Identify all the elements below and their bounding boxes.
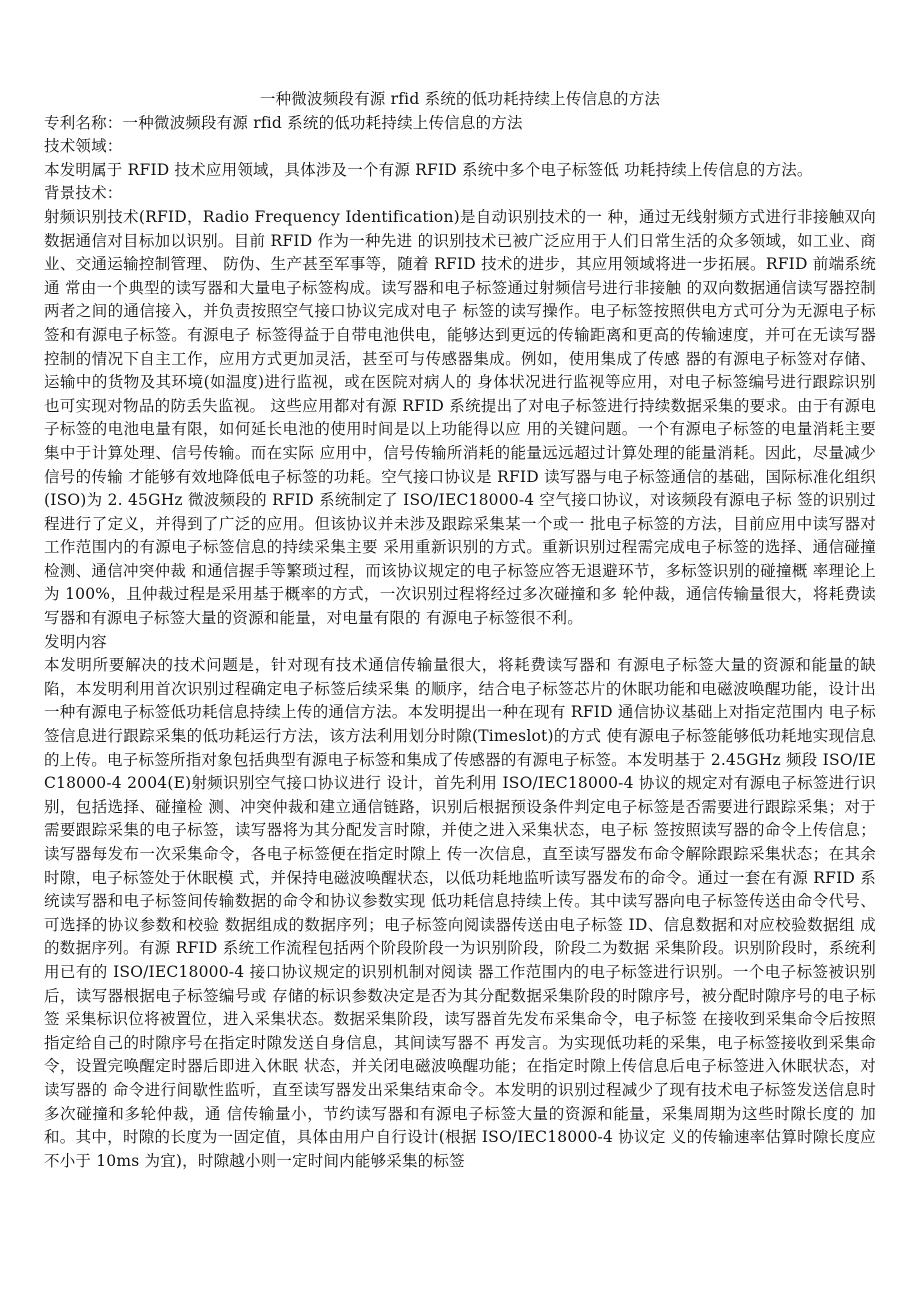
invention-heading: 发明内容 bbox=[44, 632, 107, 651]
background-heading: 背景技术： bbox=[44, 184, 123, 203]
patent-name: 专利名称：一种微波频段有源 rfid 系统的低功耗持续上传信息的方法 bbox=[44, 113, 523, 132]
background-paragraph: 射频识别技术(RFID，Radio Frequency Identification)是自动识别技术的一 种，通过无线射频方式进行非接触双向数据通信对目标加以识别。目前 RFID 作为一种先进 的识别技术已被广泛应用于人们日常生活的众多领域，如工业、商业、交通运输控制管理、 防伪、生产甚至军事等，随着 RFID 技术的进步，其应用领域将进一步拓展。RFID 前端系统通 常由一个典型的读写器和大量电子标签构成。读写器和电子标签通过射频信号进行非接触 的双向数据通信读写器控制两者之间的通信接入，并负责按照空气接口协议完成对电子 标签的读写操作。电子标签按照供电方式可分为无源电子标签和有源电子标签。有源电子 标签得益于自带电池供电，能够达到更远的传输距离和更高的传输速度，并可在无读写器 控制的情况下自主工作，应用方式更加灵活，甚至可与传感器集成。例如，使用集成了传感 器的有源电子标签对存储、运输中的货物及其环境(如温度)进行监视，或在医院对病人的 身体状况进行监视等应用，对电子标签编号进行跟踪识别也可实现对物品的防丢失监视。 这些应用都对有源 RFID 系统提出了对电子标签进行持续数据采集的要求。由于有源电子标签的电池电量有限，如何延长电池的使用时间是以上功能得以应 用的关键问题。一个有源电子标签的电量消耗主要集中于计算处理、信号传输。而在实际 应用中，信号传输所消耗的能量远远超过计算处理的能量消耗。因此，尽量减少信号的传输 才能够有效地降低电子标签的功耗。空气接口协议是 RFID 读写器与电子标签通信的基础，国际标准化组织(ISO)为 2. 45GHz 微波频段的 RFID 系统制定了 ISO/IEC18000-4 空气接口协议，对该频段有源电子标 签的识别过程进行了定义，并得到了广泛的应用。但该协议并未涉及跟踪采集某一个或一 批电子标签的方法，目前应用中读写器对工作范围内的有源电子标签信息的持续采集主要 采用重新识别的方式。重新识别过程需完成电子标签的选择、通信碰撞检测、通信冲突仲裁 和通信握手等繁琐过程，而该协议规定的电子标签应答无退避环节，多标签识别的碰撞概 率理论上为 100%，且仲裁过程是采用基于概率的方式，一次识别过程将经过多次碰撞和多 轮仲裁，通信传输量很大，将耗费读写器和有源电子标签大量的资源和能量，对电量有限的 有源电子标签很不利。 bbox=[44, 207, 876, 628]
field-paragraph: 本发明属于 RFID 技术应用领域，具体涉及一个有源 RFID 系统中多个电子标签低 功耗持续上传信息的方法。 bbox=[44, 160, 813, 179]
field-heading: 技术领域： bbox=[44, 137, 123, 156]
invention-paragraph: 本发明所要解决的技术问题是，针对现有技术通信传输量很大，将耗费读写器和 有源电子标签大量的资源和能量的缺陷，本发明利用首次识别过程确定电子标签后续采集 的顺序，结合电子标签芯片的休眠功能和电磁波唤醒功能，设计出一种有源电子标签低功耗信息持续上传的通信方法。本发明提出一种在现有 RFID 通信协议基础上对指定范围内 电子标签信息进行跟踪采集的低功耗运行方法，该方法利用划分时隙(Timeslot)的方式 使有源电子标签能够低功耗地实现信息的上传。电子标签所指对象包括典型有源电子标签和集成了传感器的有源电子标签。本发明基于 2.45GHz 频段 ISO/IEC18000-4 2004(E)射频识别空气接口协议进行 设计，首先利用 ISO/IEC18000-4 协议的规定对有源电子标签进行识别，包括选择、碰撞检 测、冲突仲裁和建立通信链路，识别后根据预设条件判定电子标签是否需要进行跟踪采集；对于需要跟踪采集的电子标签，读写器将为其分配发言时隙，并使之进入采集状态，电子标 签按照读写器的命令上传信息；读写器每发布一次采集命令，各电子标签便在指定时隙上 传一次信息，直至读写器发布命令解除跟踪采集状态；在其余时隙，电子标签处于休眠模 式，并保持电磁波唤醒状态，以低功耗地监听读写器发布的命令。通过一套在有源 RFID 系统读写器和电子标签间传输数据的命令和协议参数实现 低功耗信息持续上传。其中读写器向电子标签传送由命令代号、可选择的协议参数和校验 数据组成的数据序列；电子标签向阅读器传送由电子标签 ID、信息数据和对应校验数据组 成的数据序列。有源 RFID 系统工作流程包括两个阶段阶段一为识别阶段，阶段二为数据 采集阶段。识别阶段时，系统利用已有的 ISO/IEC18000-4 接口协议规定的识别机制对阅读 器工作范围内的电子标签进行识别。一个电子标签被识别后，读写器根据电子标签编号或 存储的标识参数决定是否为其分配数据采集阶段的时隙序号，被分配时隙序号的电子标签 采集标识位将被置位，进入采集状态。数据采集阶段，读写器首先发布采集命令，电子标签 在接收到采集命令后按照指定给自己的时隙序号在指定时隙发送自身信息，其间读写器不 再发言。为实现低功耗的采集，电子标签接收到采集命令，设置完唤醒定时器后即进入休眠 状态，并关闭电磁波唤醒功能；在指定时隙上传信息后电子标签进入休眠状态，对读写器的 命令进行间歇性监听，直至读写器发出采集结束命令。本发明的识别过程减少了现有技术电子标签发送信息时多次碰撞和多轮仲裁，通 信传输量小，节约读写器和有源电子标签大量的资源和能量，采集周期为这些时隙长度的 加和。其中，时隙的长度为一固定值，具体由用户自行设计(根据 ISO/IEC18000-4 协议定 义的传输速率估算时隙长度应不小于 10ms 为宜)，时隙越小则一定时间内能够采集的标签 bbox=[44, 656, 876, 1170]
document-title: 一种微波频段有源 rfid 系统的低功耗持续上传信息的方法 bbox=[259, 90, 661, 108]
